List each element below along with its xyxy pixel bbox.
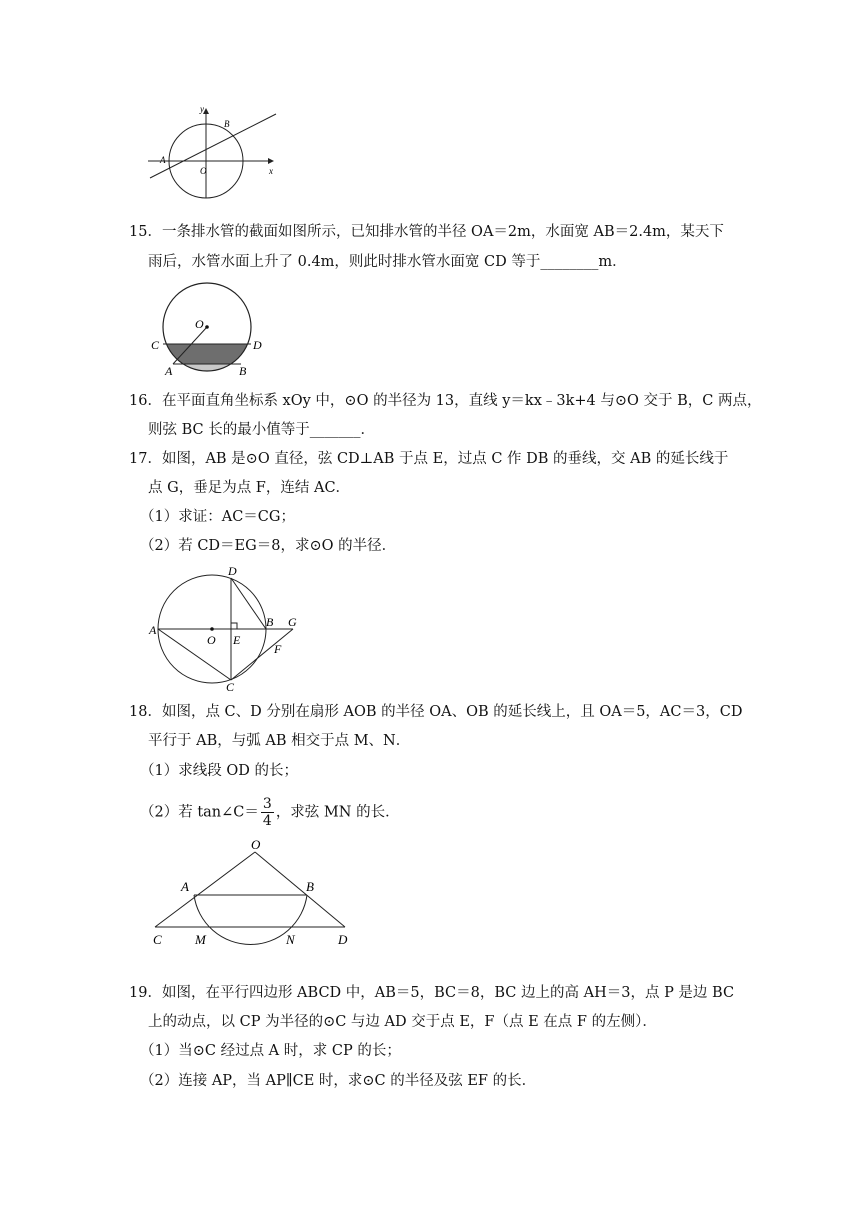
fig18-label-d: D xyxy=(338,932,348,947)
fig17-label-e: E xyxy=(233,633,241,647)
fig17-label-o: O xyxy=(207,633,216,647)
fig15-label-c: C xyxy=(151,338,160,352)
q18-sub2-prefix: （2）若 tan∠C＝ xyxy=(140,804,259,821)
fig17-label-c: C xyxy=(226,680,235,694)
fig18-label-b: B xyxy=(306,879,314,894)
fig18-label-o: O xyxy=(251,837,261,852)
q18-line2: 平行于 AB，与弧 AB 相交于点 M、N． xyxy=(148,733,411,749)
fig14-label-x: x xyxy=(269,166,273,176)
fig17-label-d: D xyxy=(228,565,237,578)
q17-sub1: （1）求证：AC＝CG； xyxy=(140,509,295,525)
q18-fraction-denominator: 4 xyxy=(262,813,272,829)
fig14-label-b: B xyxy=(224,119,230,129)
q18-sub1: （1）求线段 OD 的长； xyxy=(140,763,298,779)
fig18-label-m: M xyxy=(195,932,206,947)
fig15-label-a: A xyxy=(165,364,173,378)
q18-fraction-numerator: 3 xyxy=(262,796,272,812)
q15-line2: 雨后，水管水面上升了 0.4m，则此时排水管水面宽 CD 等于________m． xyxy=(148,254,627,270)
fig15-label-b: B xyxy=(239,364,247,378)
q18-sub2 xyxy=(140,796,400,829)
q17-figure xyxy=(145,565,305,695)
q15-figure xyxy=(145,282,275,380)
q17-line2: 点 G，垂足为点 F，连结 AC． xyxy=(148,480,351,496)
q18-sub2-suffix: ，求弦 MN 的长． xyxy=(275,804,400,821)
fig18-label-c: C xyxy=(153,932,162,947)
q19-sub2: （2）连接 AP，当 AP∥CE 时，求⊙C 的半径及弦 EF 的长． xyxy=(140,1073,537,1089)
fig15-label-o: O xyxy=(195,317,204,331)
fig17-label-g: G xyxy=(288,615,297,629)
q19-line2: 上的动点，以 CP 为半径的⊙C 与边 AD 交于点 E，F（点 E 在点 F 的左侧）． xyxy=(148,1014,657,1030)
q16-line1: 16．在平面直角坐标系 xOy 中，⊙O 的半径为 13，直线 y＝kx﹣3k+4 与⊙O 交于 B，C 两点， xyxy=(129,393,762,409)
fig17-label-f: F xyxy=(274,642,282,656)
fig14-label-o: O xyxy=(200,166,207,176)
fig14-label-a: A xyxy=(160,155,166,165)
fig18-label-n: N xyxy=(286,932,295,947)
q19-sub1: （1）当⊙C 经过点 A 时，求 CP 的长； xyxy=(140,1043,401,1059)
q19-line1: 19．如图，在平行四边形 ABCD 中，AB＝5，BC＝8，BC 边上的高 AH＝3，点 P 是边 BC xyxy=(129,985,735,1001)
q14-figure xyxy=(140,100,280,205)
q15-line1: 15．一条排水管的截面如图所示，已知排水管的半径 OA＝2m，水面宽 AB＝2.4m，某天下 xyxy=(129,224,724,240)
q18-figure xyxy=(145,835,365,950)
q18-tan-fraction xyxy=(261,796,274,829)
q16-line2: 则弦 BC 长的最小值等于_______． xyxy=(148,422,375,438)
fig17-label-b: B xyxy=(266,615,274,629)
fig14-label-y: y xyxy=(200,104,204,114)
q17-sub2: （2）若 CD＝EG＝8，求⊙O 的半径． xyxy=(140,538,397,554)
fig15-label-d: D xyxy=(253,338,262,352)
fig18-label-a: A xyxy=(181,879,189,894)
q18-line1: 18．如图，点 C、D 分别在扇形 AOB 的半径 OA、OB 的延长线上，且 OA＝5，AC＝3，CD xyxy=(129,704,743,720)
fig17-label-a: A xyxy=(149,623,157,637)
q17-line1: 17．如图，AB 是⊙O 直径，弦 CD⊥AB 于点 E，过点 C 作 DB 的垂线，交 AB 的延长线于 xyxy=(129,451,729,467)
